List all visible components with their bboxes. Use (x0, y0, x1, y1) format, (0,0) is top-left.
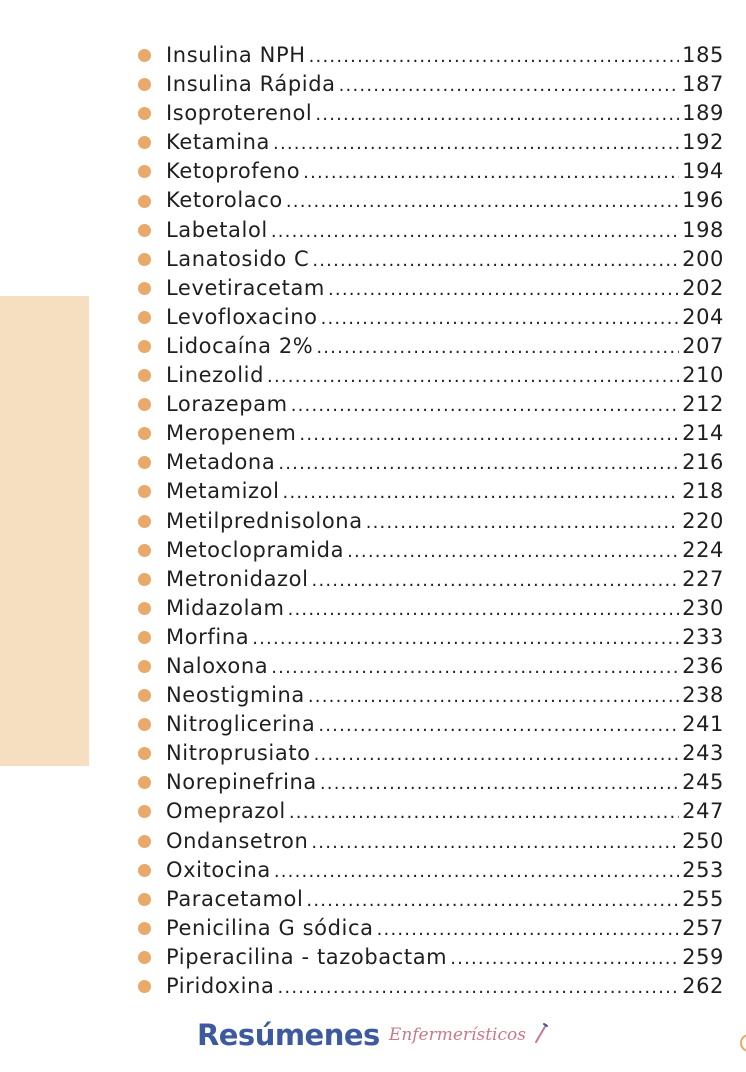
toc-entry[interactable] (138, 361, 724, 390)
toc-entry-page: 262 (682, 974, 724, 998)
bullet-dot-icon (138, 224, 151, 237)
toc-entry-page: 233 (682, 624, 724, 649)
pencil-icon (533, 1022, 549, 1048)
toc-entry-name: Ketoprofeno (166, 159, 301, 184)
toc-entry[interactable] (138, 157, 724, 186)
toc-entry-page: 200 (682, 246, 724, 271)
toc-entry[interactable] (138, 99, 724, 128)
dot-leader (339, 71, 679, 100)
dot-leader (291, 391, 679, 420)
toc-entry[interactable] (138, 856, 724, 885)
side-tab-marker (0, 296, 89, 766)
bullet-dot-icon (138, 427, 151, 440)
bullet-dot-icon (138, 573, 151, 586)
dot-leader (267, 362, 679, 391)
toc-entry[interactable] (138, 943, 724, 972)
bullet-dot-icon (138, 136, 151, 149)
bullet-dot-icon (138, 311, 151, 324)
toc-entry-name: Ondansetron (166, 828, 309, 853)
toc-entry[interactable] (138, 972, 724, 1001)
bullet-dot-icon (138, 951, 151, 964)
bullet-dot-icon (138, 253, 151, 266)
dot-leader (274, 857, 679, 886)
toc-entry-name: Neostigmina (166, 683, 305, 708)
dot-leader (273, 129, 679, 158)
toc-entry[interactable] (138, 70, 724, 99)
dot-leader (288, 595, 680, 624)
bullet-dot-icon (138, 660, 151, 673)
toc-entry[interactable] (138, 186, 724, 215)
toc-entry-name: Insulina NPH (166, 43, 306, 67)
toc-entry-page: 227 (682, 566, 724, 591)
toc-entry-page: 224 (682, 537, 724, 562)
toc-entry-name: Piridoxina (166, 974, 275, 998)
toc-entry[interactable] (138, 303, 724, 332)
toc-entry-page: 218 (682, 479, 724, 504)
dot-leader (299, 420, 679, 449)
toc-entry-name: Lidocaína 2% (166, 333, 314, 358)
dot-leader (366, 508, 679, 537)
toc-entry-name: Meropenem (166, 421, 297, 446)
bullet-dot-icon (138, 689, 151, 702)
dot-leader (316, 333, 679, 362)
dot-leader (309, 42, 679, 71)
bullet-dot-icon (138, 893, 151, 906)
toc-entry[interactable] (138, 477, 724, 506)
toc-entry-name: Metoclopramida (166, 537, 345, 562)
table-of-contents (138, 41, 724, 1001)
toc-entry-page: 257 (682, 915, 724, 940)
dot-leader (314, 740, 680, 769)
toc-entry-page: 247 (682, 799, 724, 824)
toc-entry-page: 220 (682, 508, 724, 533)
bullet-dot-icon (138, 456, 151, 469)
toc-entry[interactable] (138, 565, 724, 594)
toc-entry-name: Nitroglicerina (166, 712, 316, 737)
toc-entry[interactable] (138, 594, 724, 623)
toc-entry-page: 210 (682, 363, 724, 388)
toc-entry-name: Metilprednisolona (166, 508, 363, 533)
toc-entry-name: Midazolam (166, 595, 285, 620)
toc-entry[interactable] (138, 710, 724, 739)
bullet-dot-icon (138, 776, 151, 789)
toc-entry-page: 250 (682, 828, 724, 853)
toc-entry-name: Insulina Rápida (166, 72, 336, 97)
dot-leader (321, 304, 680, 333)
toc-entry-page: 207 (682, 333, 724, 358)
bullet-dot-icon (138, 369, 151, 382)
dot-leader (286, 187, 679, 216)
toc-entry-name: Penicilina G sódica (166, 915, 374, 940)
toc-entry-page: 198 (682, 217, 724, 242)
dot-leader (306, 886, 679, 915)
bullet-dot-icon (138, 49, 151, 62)
toc-entry-name: Nitroprusiato (166, 741, 311, 766)
dot-leader (289, 798, 679, 827)
bullet-dot-icon (138, 631, 151, 644)
dot-leader (377, 915, 680, 944)
bullet-dot-icon (138, 805, 151, 818)
bullet-dot-icon (138, 78, 151, 91)
bullet-dot-icon (138, 282, 151, 295)
bullet-dot-icon (138, 398, 151, 411)
dot-leader (320, 769, 679, 798)
toc-entry-page: 253 (682, 857, 724, 882)
bullet-dot-icon (138, 747, 151, 760)
toc-entry[interactable] (138, 390, 724, 419)
toc-entry-name: Ketorolaco (166, 188, 283, 213)
bullet-dot-icon (138, 980, 151, 993)
toc-entry-page: 243 (682, 741, 724, 766)
bullet-dot-icon (138, 515, 151, 528)
bullet-dot-icon (138, 602, 151, 615)
bullet-dot-icon (138, 107, 151, 120)
toc-entry[interactable] (138, 448, 724, 477)
logo-main-text: Resúmenes (196, 1018, 380, 1052)
toc-entry[interactable] (138, 623, 724, 652)
toc-entry-name: Naloxona (166, 653, 269, 678)
toc-entry-name: Levofloxacino (166, 304, 318, 329)
toc-entry-page: 230 (682, 595, 724, 620)
toc-entry-page: 245 (682, 770, 724, 795)
toc-entry-page: 204 (682, 304, 724, 329)
toc-entry-name: Piperacilina - tazobactam (166, 944, 448, 969)
toc-entry-name: Metadona (166, 450, 276, 475)
dot-leader (278, 449, 679, 478)
bullet-dot-icon (138, 922, 151, 935)
dot-leader (312, 566, 680, 595)
toc-entry[interactable] (138, 216, 724, 245)
toc-entry-name: Levetiracetam (166, 275, 325, 300)
toc-entry-page: 189 (682, 101, 724, 126)
toc-entry[interactable] (138, 419, 724, 448)
dot-leader (450, 944, 679, 973)
toc-entry[interactable] (138, 739, 724, 768)
toc-entry-name: Omeprazol (166, 799, 286, 824)
toc-entry-name: Paracetamol (166, 886, 304, 911)
toc-entry-page: 255 (682, 886, 724, 911)
bullet-dot-icon (138, 165, 151, 178)
toc-entry-page: 238 (682, 683, 724, 708)
dot-leader (347, 537, 679, 566)
dot-leader (277, 973, 679, 1002)
toc-entry[interactable] (138, 507, 724, 536)
toc-entry-name: Ketamina (166, 130, 271, 155)
toc-entry[interactable] (138, 914, 724, 943)
toc-entry-name: Isoproterenol (166, 101, 313, 126)
toc-entry[interactable] (138, 536, 724, 565)
toc-entry[interactable] (138, 332, 724, 361)
toc-entry-page: 212 (682, 392, 724, 417)
toc-entry[interactable] (138, 245, 724, 274)
toc-entry-page: 194 (682, 159, 724, 184)
dot-leader (311, 828, 679, 857)
toc-entry-name: Lanatosido C (166, 246, 310, 271)
toc-entry[interactable] (138, 768, 724, 797)
toc-entry-page: 214 (682, 421, 724, 446)
dot-leader (318, 711, 679, 740)
toc-entry[interactable] (138, 827, 724, 856)
dot-leader (252, 624, 679, 653)
toc-entry[interactable] (138, 128, 724, 157)
toc-entry-page: 202 (682, 275, 724, 300)
toc-entry-page: 259 (682, 944, 724, 969)
toc-entry-name: Metamizol (166, 479, 280, 504)
footer-logo (0, 1018, 746, 1052)
toc-entry-page: 241 (682, 712, 724, 737)
toc-entry-name: Morfina (166, 624, 250, 649)
toc-entry-name: Linezolid (166, 363, 265, 388)
toc-entry-name: Lorazepam (166, 392, 288, 417)
toc-entry-page: 192 (682, 130, 724, 155)
bullet-dot-icon (138, 340, 151, 353)
dot-leader (312, 246, 679, 275)
toc-entry-page: 196 (682, 188, 724, 213)
toc-entry-page: 216 (682, 450, 724, 475)
dot-leader (315, 100, 679, 129)
toc-entry[interactable] (138, 652, 724, 681)
logo-sub-text: Enfermerísticos (388, 1025, 526, 1045)
toc-entry-name: Norepinefrina (166, 770, 317, 795)
toc-entry[interactable] (138, 681, 724, 710)
toc-entry[interactable] (138, 41, 724, 70)
dot-leader (283, 478, 680, 507)
bullet-dot-icon (138, 485, 151, 498)
toc-entry[interactable] (138, 274, 724, 303)
dot-leader (328, 275, 679, 304)
dot-leader (308, 682, 679, 711)
toc-entry[interactable] (138, 885, 724, 914)
bullet-dot-icon (138, 864, 151, 877)
toc-entry-page: 187 (682, 72, 724, 97)
toc-entry-page: 236 (682, 653, 724, 678)
dot-leader (303, 158, 679, 187)
bullet-dot-icon (138, 195, 151, 208)
toc-entry[interactable] (138, 797, 724, 826)
bullet-dot-icon (138, 544, 151, 557)
bullet-dot-icon (138, 835, 151, 848)
toc-entry-page: 185 (682, 43, 724, 67)
dot-leader (271, 653, 679, 682)
toc-entry-name: Labetalol (166, 217, 268, 242)
bullet-dot-icon (138, 718, 151, 731)
dot-leader (271, 217, 679, 246)
toc-entry-name: Oxitocina (166, 857, 271, 882)
toc-entry-name: Metronidazol (166, 566, 309, 591)
